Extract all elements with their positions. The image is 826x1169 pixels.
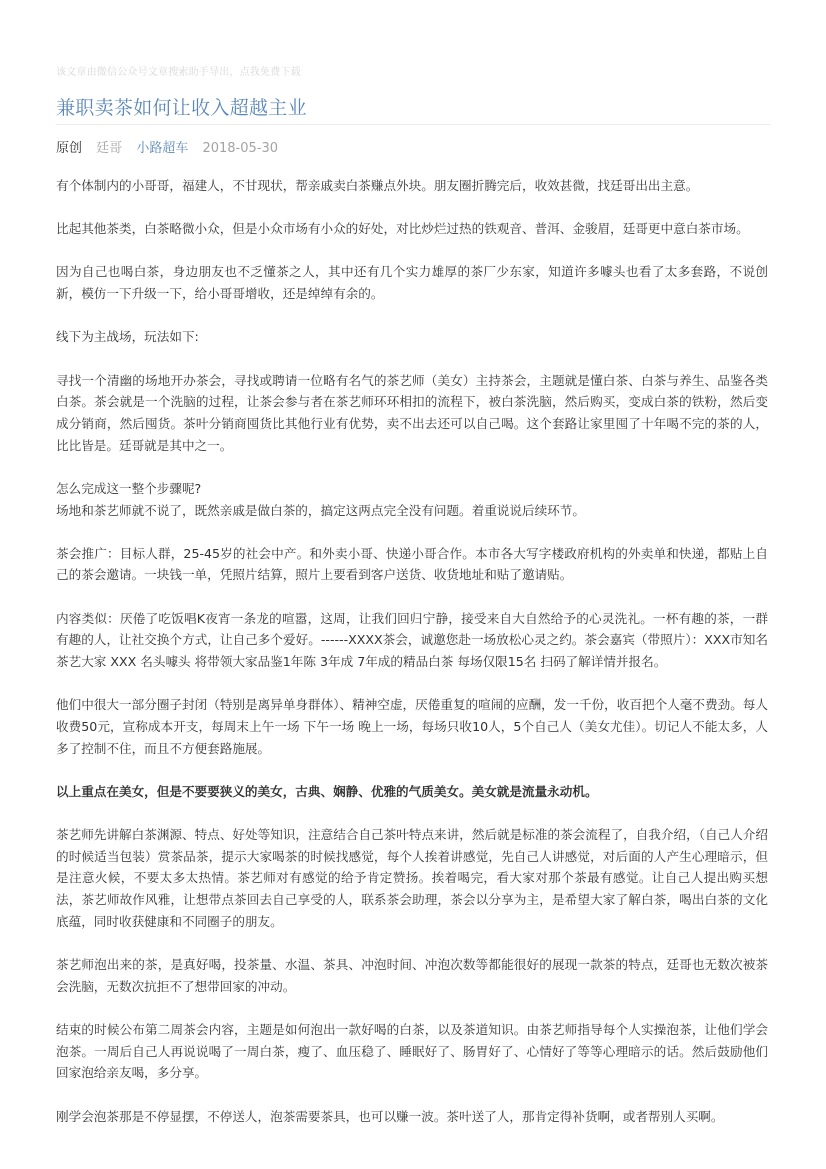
- paragraph: 线下为主战场，玩法如下:: [56, 329, 199, 345]
- highlight-paragraph: 以上重点在美女，但是不要要狭义的美女，古典、娴静、优雅的气质美女。美女就是流量永动机。: [56, 783, 598, 799]
- publish-date: 2018-05-30: [202, 141, 279, 156]
- paragraph: 内容类似：厌倦了吃饭唱K夜宵一条龙的喧嚣，这周，让我们回归宁静，接受来自大自然给予的心灵洗礼。一杯有趣的茶，一群有趣的人，让社交换个方式，让自己多个爱好。------XXXX茶会，诚邀您赴一场放松心灵之约。茶会嘉宾（带照片）：XXX市知名茶艺大家 XXX 名头噱头 将带领大家品鉴1年陈 3年成 7年成的精品白茶 每场仅限15名 扫码了解详情并报名。: [56, 610, 768, 670]
- paragraph: 茶艺师泡出来的茶，是真好喝，投茶量、水温、茶具、冲泡时间、冲泡次数等都能很好的展现一款茶的特点，廷哥也无数次被茶会洗脑，无数次抗拒不了想带回家的冲动。: [56, 957, 768, 994]
- paragraph: 比起其他茶类，白茶略微小众，但是小众市场有小众的好处，对比炒烂过热的铁观音、普洱、金骏眉，廷哥更中意白茶市场。: [56, 221, 749, 237]
- article-meta: [56, 140, 288, 158]
- article-body: [56, 175, 768, 1149]
- paragraph: 结束的时候公布第二周茶会内容，主题是如何泡出一款好喝的白茶，以及茶道知识。由茶艺师指导每个人实操泡茶，让他们学会泡茶。一周后自己人再说说喝了一周白茶，瘦了、血压稳了、睡眠好了、肠胃好了、心情好了等等心理暗示的话。然后鼓励他们回家泡给亲友喝，多分享。: [56, 1021, 768, 1081]
- account-link[interactable]: 小路超车: [136, 141, 189, 156]
- paragraph: 寻找一个清幽的场地开办茶会，寻找或聘请一位略有名气的茶艺师（美女）主持茶会，主题就是懂白茶、白茶与养生、品鉴各类白茶。茶会就是一个洗脑的过程，让茶会参与者在茶艺师环环相扣的流程下，被白茶洗脑，然后购买，变成白茶的铁粉，然后变成分销商，然后囤货。茶叶分销商囤货比其他行业有优势，卖不出去还可以自己喝。这个套路让家里囤了十年喝不完的茶的人，比比皆是。廷哥就是其中之一。: [56, 372, 768, 453]
- article-title: 兼职卖茶如何让收入超越主业: [56, 97, 307, 119]
- paragraph: 场地和茶艺师就不说了，既然亲戚是做白茶的，搞定这两点完全没有问题。着重说说后续环节。: [56, 502, 585, 518]
- paragraph: 茶会推广：目标人群，25-45岁的社会中产。和外卖小哥、快递小哥合作。本市各大写字楼政府机构的外卖单和快递，都贴上自己的茶会邀请。一块钱一单，凭照片结算，照片上要看到客户送货、收货地址和贴了邀请贴。: [56, 545, 768, 583]
- paragraph: 茶艺师先讲解白茶渊源、特点、好处等知识，注意结合自己茶叶特点来讲，然后就是标准的茶会流程了，自我介绍，（自己人介绍的时候适当包装）赏茶品茶，提示大家喝茶的时候找感觉，每个人挨着讲感觉，先自己人讲感觉，对后面的人产生心理暗示，但是注意火候，不要太多太热情。茶艺师对有感觉的给予肯定赞扬。挨着喝完，看大家对那个茶最有感觉。让自己人提出购买想法，茶艺师故作风雅，让想带点茶回去自己享受的人，联系茶会助理，茶会以分享为主，是希望大家了解白茶，喝出白茶的文化底蕴，同时收获健康和不同圈子的朋友。: [56, 827, 768, 929]
- paragraph: 他们中很大一部分圈子封闭（特别是离异单身群体）、精神空虚，厌倦重复的喧闹的应酬，发一千份，收百把个人毫不费劲。每人收费50元，宣称成本开支，每周末上午一场 下午一场 晚上一场，每场只收10人，5个自己人（美女尤佳）。切记人不能太多，人多了控制不住，而且不方便套路施展。: [56, 697, 768, 756]
- original-label: 原创: [56, 141, 83, 156]
- author-name: 廷哥: [96, 141, 123, 156]
- title-divider: [56, 124, 770, 125]
- paragraph: 刚学会泡茶那是不停显摆，不停送人，泡茶需要茶具，也可以赚一波。茶叶送了人，那肯定得补货啊，或者帮别人买啊。: [56, 1108, 724, 1124]
- paragraph: 因为自己也喝白茶，身边朋友也不乏懂茶之人，其中还有几个实力雄厚的茶厂少东家，知道许多噱头也看了太多套路，不说创新，模仿一下升级一下，给小哥哥增收，还是绰绰有余的。: [56, 264, 768, 302]
- export-watermark-link[interactable]: 该文章由微信公众号文章搜索助手导出，点我免费下载: [56, 67, 301, 78]
- paragraph: 怎么完成这一整个步骤呢?: [56, 480, 202, 496]
- paragraph: 有个体制内的小哥哥，福建人，不甘现状，帮亲戚卖白茶赚点外块。朋友圈折腾完后，收效甚微，找廷哥出出主意。: [56, 178, 699, 193]
